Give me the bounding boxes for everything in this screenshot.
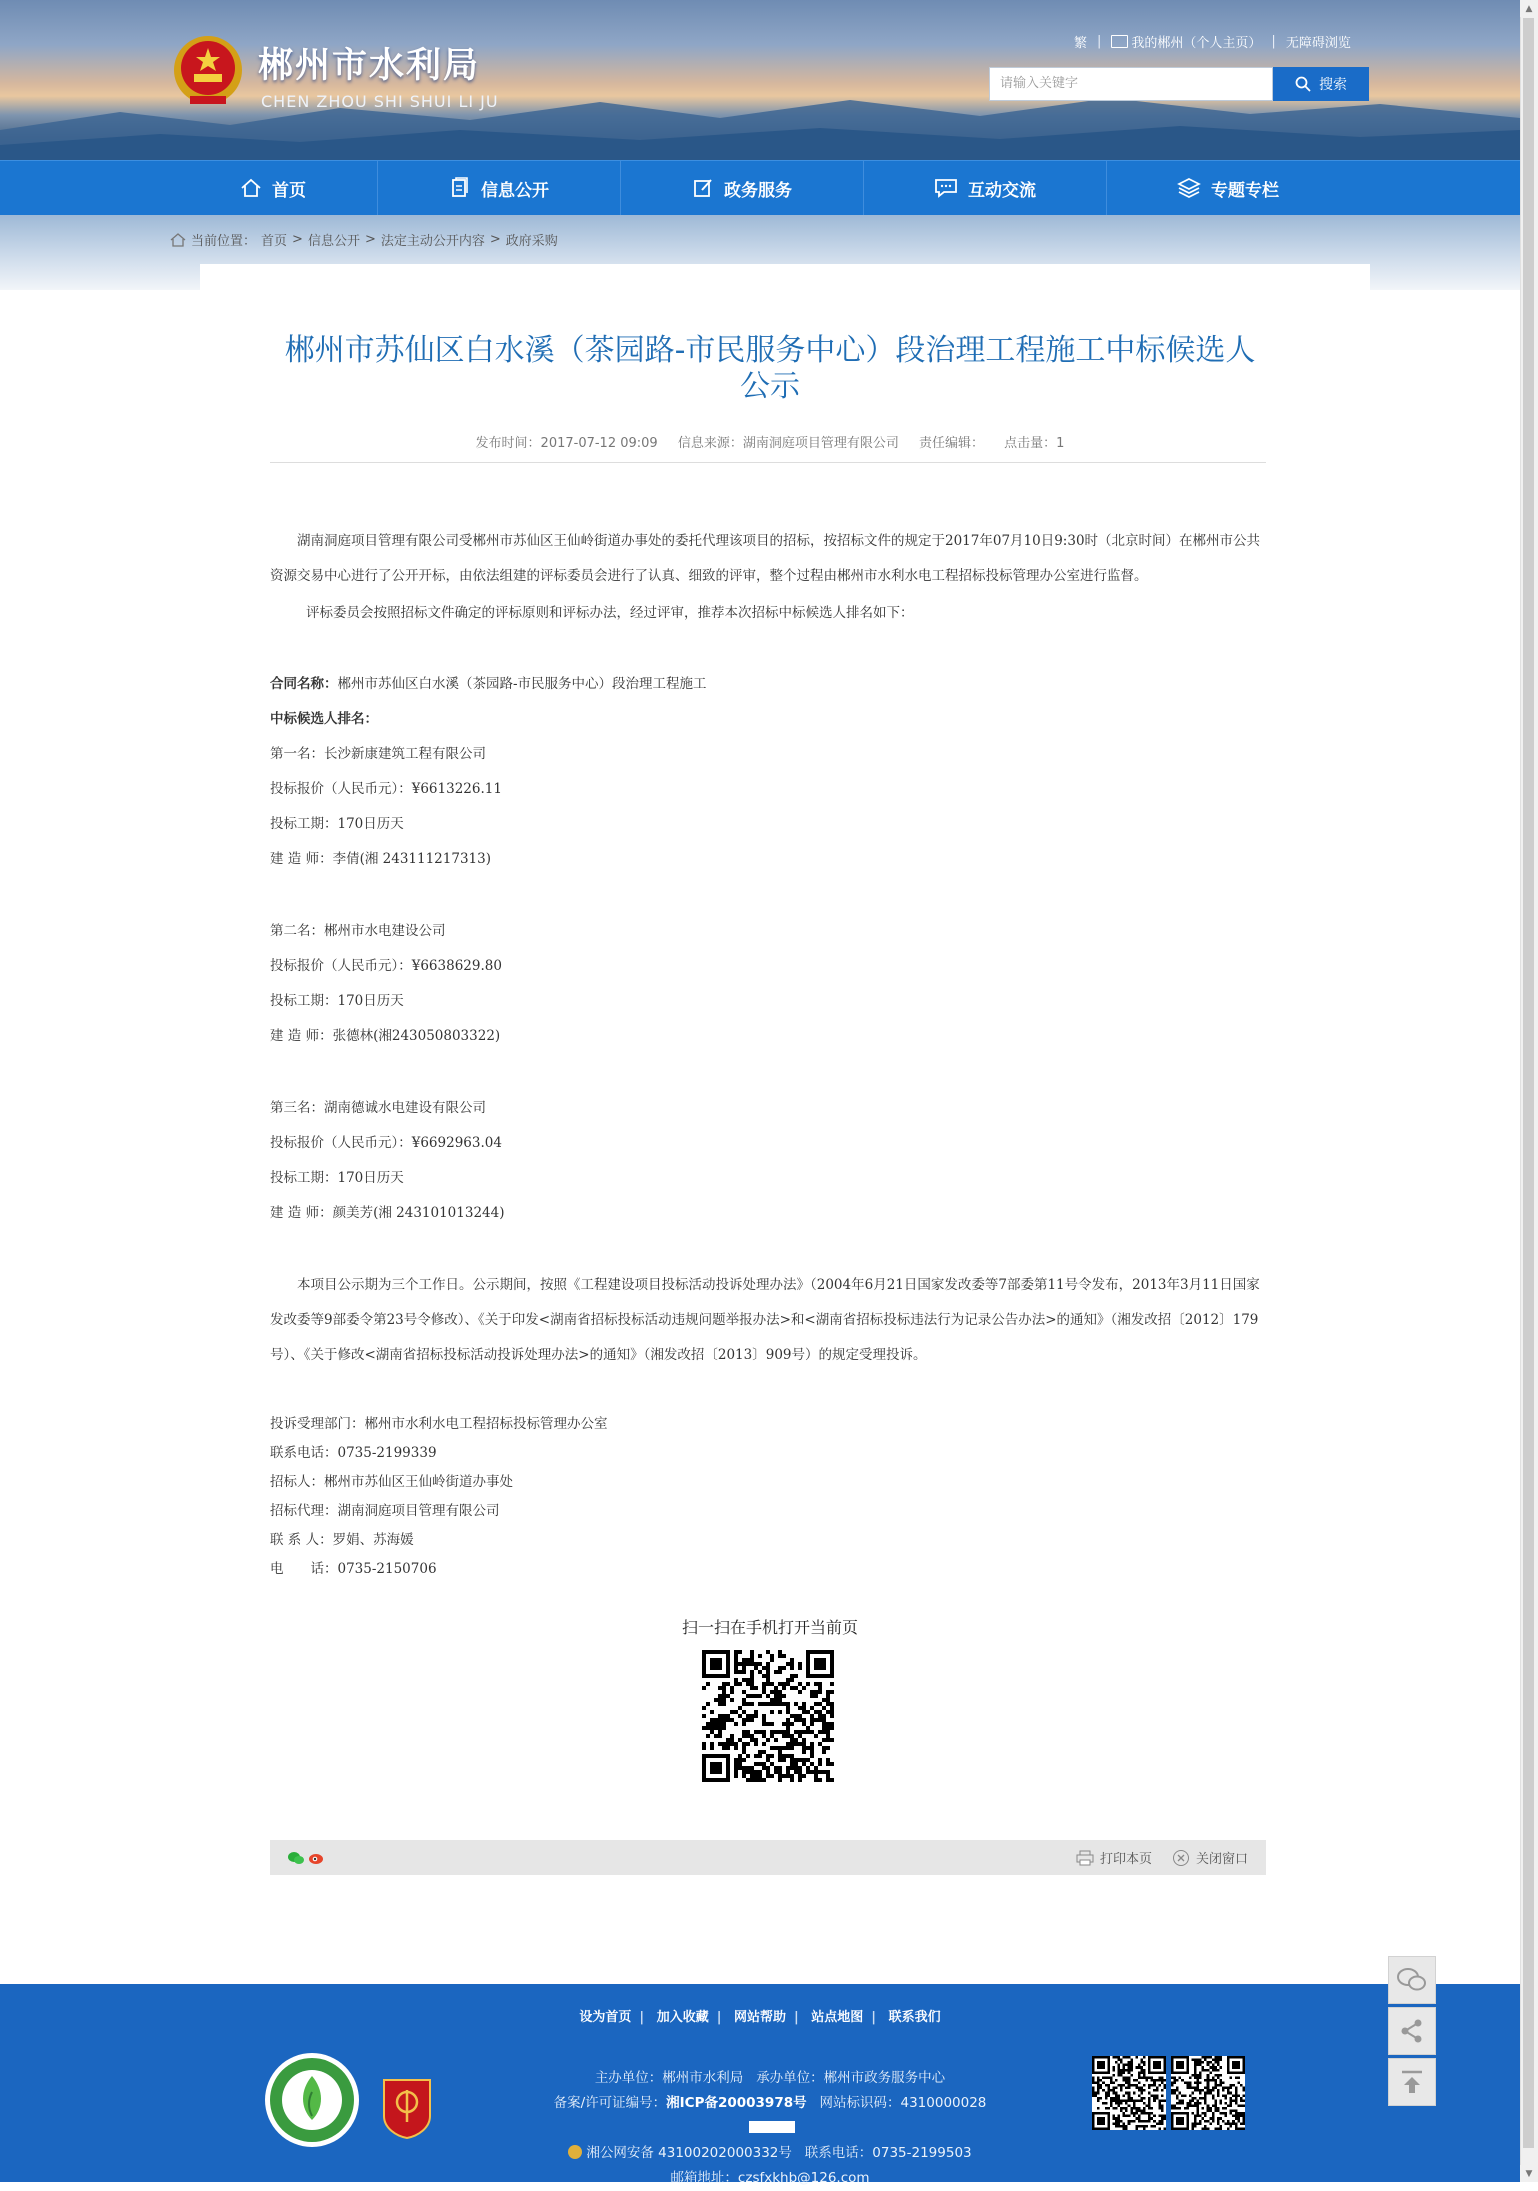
- qr-code: [702, 1650, 834, 1782]
- nav-label: 政务服务: [724, 180, 792, 201]
- divider: [270, 462, 1266, 463]
- footer-link-favorite[interactable]: 加入收藏: [656, 2010, 709, 2025]
- police-record[interactable]: 湘公网安备 43100202000332号: [586, 2145, 792, 2161]
- close-icon: [1172, 1849, 1190, 1867]
- wechat-icon: [1397, 1967, 1427, 1993]
- civilization-badge-icon[interactable]: [264, 2052, 360, 2148]
- accessible-browse-link[interactable]: 无障碍浏览: [1285, 36, 1351, 51]
- notice-section: [270, 1268, 1266, 1373]
- footer-phone: 联系电话：0735-2199503: [804, 2145, 972, 2161]
- print-button[interactable]: [1076, 1848, 1152, 1867]
- top-links: [1074, 32, 1351, 51]
- nav-label: 首页: [272, 180, 306, 201]
- host-unit: 主办单位：郴州市水利局: [594, 2070, 744, 2086]
- weibo-icon[interactable]: [308, 1851, 324, 1865]
- scroll-up-arrow[interactable]: ▲: [1520, 0, 1538, 17]
- my-chenzhou-link[interactable]: [1111, 32, 1261, 51]
- separator: |: [1271, 34, 1276, 49]
- breadcrumb: [170, 230, 558, 249]
- site-title: 郴州市水利局: [258, 46, 481, 86]
- contact-line: 联系电话：0735-2199339: [270, 1445, 437, 1461]
- candidate-period: 投标工期：170日历天: [270, 993, 404, 1009]
- undertaker-unit: 承办单位：郴州市政务服务中心: [756, 2070, 946, 2086]
- footer-info: [530, 2066, 1010, 2191]
- contract-name: 郴州市苏仙区白水溪（茶园路-市民服务中心）段治理工程施工: [337, 676, 707, 692]
- nav-label: 互动交流: [968, 180, 1036, 201]
- home-icon: [240, 177, 262, 199]
- contact-line: 投诉受理部门：郴州市水利水电工程招标投标管理办公室: [270, 1416, 608, 1432]
- candidate-rank: 第一名：长沙新康建筑工程有限公司: [270, 746, 486, 762]
- search-button-label: 搜索: [1319, 77, 1347, 93]
- layers-icon: [1177, 177, 1201, 199]
- my-chenzhou-label: 我的郴州（个人主页）: [1131, 36, 1262, 51]
- breadcrumb-procurement[interactable]: 政府采购: [505, 234, 558, 249]
- back-to-top-icon: [1399, 2069, 1425, 2095]
- notice-paragraph: 本项目公示期为三个工作日。公示期间，按照《工程建设项目投标活动投诉处理办法》（2004年6月21日国家发改委等7部委第11号令发布，2013年3月11日国家发改委等9部委令第23号令修改）、《关于印发<湖南省招标投标活动违规问题举报办法>和<湖南省招标投标违法行为记录公告办法>的通知》（湘发改招〔2012〕179号）、《关于修改<湖南省招标投标活动投诉处理办法>的通知》（湘发改招〔2013〕909号）的规定受理投诉。: [270, 1277, 1260, 1363]
- edit-icon: [692, 177, 714, 199]
- separator: |: [716, 2010, 722, 2025]
- traditional-chinese-link[interactable]: 繁: [1074, 36, 1088, 51]
- candidate-2: [270, 914, 1266, 1054]
- nav-item-service[interactable]: [621, 161, 863, 215]
- breadcrumb-legal[interactable]: 法定主动公开内容: [380, 234, 485, 249]
- share-actions: [1076, 1848, 1248, 1867]
- publish-time: 发布时间：2017-07-12 09:09: [475, 436, 658, 451]
- breadcrumb-sep: >: [489, 232, 501, 247]
- candidate-period: 投标工期：170日历天: [270, 816, 404, 832]
- candidate-3: [270, 1091, 1266, 1231]
- separator: |: [794, 2010, 799, 2025]
- info-source: 信息来源：湖南洞庭项目管理有限公司: [677, 436, 899, 451]
- share-icon: [1398, 2017, 1426, 2045]
- footer-qr-code: [1171, 2056, 1245, 2130]
- nav-item-special[interactable]: [1107, 161, 1349, 215]
- breadcrumb-info[interactable]: 信息公开: [307, 234, 360, 249]
- candidate-price: 投标报价（人民币元）：¥6613226.11: [270, 781, 502, 797]
- candidate-period: 投标工期：170日历天: [270, 1170, 404, 1186]
- main-nav: [0, 160, 1520, 216]
- footer-link-contact[interactable]: 联系我们: [888, 2010, 941, 2025]
- breadcrumb-sep: >: [364, 232, 376, 247]
- print-label: 打印本页: [1099, 1852, 1152, 1867]
- click-count: 点击量：1: [1004, 436, 1065, 451]
- contact-line: 联 系 人：罗娟、苏海媛: [270, 1532, 414, 1548]
- contact-line: 招标人：郴州市苏仙区王仙岭街道办事处: [270, 1474, 513, 1490]
- search-icon: [1295, 76, 1311, 92]
- close-window-button[interactable]: [1172, 1848, 1248, 1867]
- candidate-builder: 建 造 师：李倩(湘 243111217313): [270, 851, 491, 867]
- article-meta: [270, 432, 1270, 451]
- editor: 责任编辑：: [919, 436, 985, 451]
- intro-paragraph-2: 评标委员会按照招标文件确定的评标原则和评标办法，经过评审，推荐本次招标中标候选人排名如下：: [306, 605, 914, 621]
- nav-label: 信息公开: [481, 180, 549, 201]
- cnzz-icon[interactable]: [749, 2121, 795, 2133]
- separator: |: [871, 2010, 877, 2025]
- candidate-builder: 建 造 师：颜美芳(湘 243101013244): [270, 1205, 505, 1221]
- article-intro: [270, 524, 1266, 594]
- nav-item-home[interactable]: [152, 161, 394, 215]
- side-share-button[interactable]: [1388, 2007, 1436, 2055]
- police-badge-icon: [568, 2145, 582, 2159]
- article-title: 郴州市苏仙区白水溪（茶园路-市民服务中心）段治理工程施工中标候选人公示: [284, 333, 1256, 404]
- party-badge-icon[interactable]: [380, 2076, 434, 2140]
- qr-title: 扫一扫在手机打开当前页: [681, 1618, 858, 1637]
- breadcrumb-sep: >: [292, 232, 303, 247]
- breadcrumb-prefix: 当前位置：: [191, 234, 257, 249]
- separator: |: [1097, 34, 1102, 49]
- home-icon: [170, 233, 186, 247]
- scrollbar-thumb[interactable]: [1523, 18, 1534, 2148]
- contact-section: [270, 1410, 1266, 1584]
- search-input[interactable]: 请输入关键字: [989, 67, 1273, 101]
- ranking-label: 中标候选人排名：: [270, 711, 378, 727]
- footer-link-homepage[interactable]: 设为首页: [579, 2010, 632, 2025]
- contract-section: [270, 667, 1266, 877]
- footer: [0, 1984, 1520, 2186]
- candidate-price: 投标报价（人民币元）：¥6638629.80: [270, 958, 502, 974]
- footer-link-help[interactable]: 网站帮助: [733, 2010, 786, 2025]
- share-icons: [288, 1851, 324, 1865]
- scroll-down-arrow[interactable]: ▼: [1520, 2165, 1538, 2182]
- contract-label: 合同名称：: [270, 676, 338, 692]
- candidate-rank: 第三名：湖南德诚水电建设有限公司: [270, 1100, 486, 1116]
- printer-icon: [1076, 1850, 1094, 1866]
- national-emblem-logo: [172, 34, 244, 110]
- wechat-icon[interactable]: [288, 1851, 304, 1865]
- site-id: 网站标识码：4310000028: [819, 2095, 987, 2111]
- nav-item-info[interactable]: [378, 161, 620, 215]
- side-wechat-button[interactable]: [1388, 1956, 1436, 2004]
- footer-links: [0, 2006, 1520, 2025]
- back-to-top-button[interactable]: [1388, 2058, 1436, 2106]
- nav-item-interaction[interactable]: [864, 161, 1106, 215]
- candidate-rank: 第二名：郴州市水电建设公司: [270, 923, 446, 939]
- contact-line: 招标代理：湖南洞庭项目管理有限公司: [270, 1503, 500, 1519]
- icp-number[interactable]: 湘ICP备20003978号: [666, 2095, 807, 2111]
- search-button[interactable]: [1273, 67, 1369, 101]
- footer-link-sitemap[interactable]: 站点地图: [811, 2010, 864, 2025]
- chat-icon: [934, 177, 958, 199]
- article-intro-2: [270, 596, 1266, 631]
- breadcrumb-home[interactable]: 首页: [261, 234, 288, 249]
- share-bar: [270, 1840, 1266, 1875]
- intro-paragraph: 湖南洞庭项目管理有限公司受郴州市苏仙区王仙岭街道办事处的委托代理该项目的招标，按招标文件的规定于2017年07月10日9:30时（北京时间）在郴州市公共资源交易中心进行了公开开标，由依法组建的评标委员会进行了认真、细致的评审，整个过程由郴州市水利水电工程招标投标管理办公室进行监督。: [270, 533, 1261, 584]
- header-banner: [0, 0, 1520, 160]
- separator: |: [639, 2010, 645, 2025]
- footer-email: 邮箱地址：czsfxkhb@126.com: [670, 2170, 870, 2186]
- close-label: 关闭窗口: [1195, 1852, 1248, 1867]
- document-icon: [449, 177, 471, 199]
- icp-prefix: 备案/许可证编号：: [553, 2095, 667, 2111]
- footer-qr-code: [1092, 2056, 1166, 2130]
- monitor-icon: [1111, 35, 1128, 48]
- candidate-price: 投标报价（人民币元）：¥6692963.04: [270, 1135, 502, 1151]
- site-subtitle: CHEN ZHOU SHI SHUI LI JU: [261, 92, 499, 111]
- contact-line: 电 话：0735-2150706: [270, 1561, 437, 1577]
- candidate-builder: 建 造 师：张德林(湘243050803322): [270, 1028, 501, 1044]
- nav-label: 专题专栏: [1211, 180, 1279, 201]
